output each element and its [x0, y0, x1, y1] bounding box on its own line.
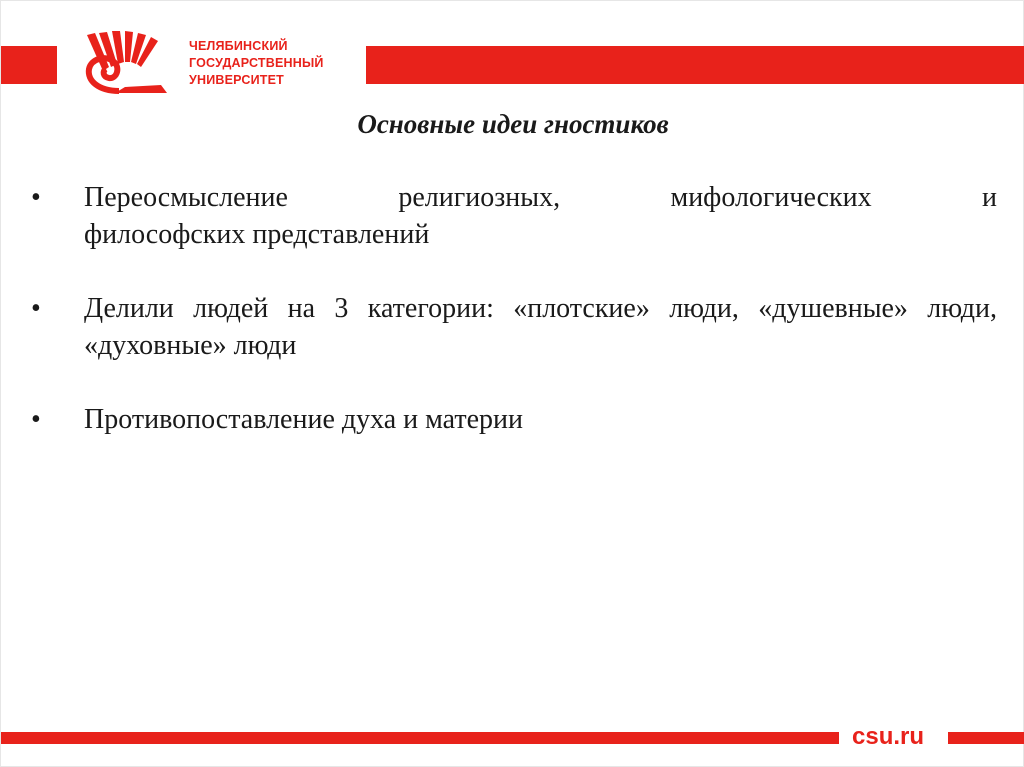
- bullet-icon: •: [31, 293, 41, 324]
- bullet-word: мифологических: [670, 182, 872, 213]
- bullet-text: Противопоставление духа и материи: [84, 404, 524, 435]
- slide-title: Основные идеи гностиков: [357, 109, 669, 139]
- header-red-bar-left: [1, 46, 57, 84]
- bullet-word: и: [982, 182, 997, 213]
- bullet-text: [84, 179, 997, 253]
- footer-red-bar-left: [1, 732, 839, 744]
- bullet-text-line: [84, 179, 997, 216]
- university-name-line: УНИВЕРСИТЕТ: [189, 73, 284, 87]
- bullet-word: религиозных,: [398, 182, 561, 213]
- bullet-icon: •: [31, 182, 41, 213]
- university-name: [189, 38, 324, 89]
- bullet-icon: •: [31, 404, 41, 435]
- bullet-item: [31, 401, 997, 438]
- university-name-line: ГОСУДАРСТВЕННЫЙ: [189, 56, 324, 70]
- bullet-item: [31, 179, 997, 253]
- bullet-item: [31, 290, 997, 364]
- bullet-text: Делили людей на 3 категории: «плотские» люди, «душевные» люди, «духовные» люди: [84, 293, 997, 361]
- bullet-word: Переосмысление: [84, 182, 288, 213]
- university-name-line: ЧЕЛЯБИНСКИЙ: [189, 39, 288, 53]
- university-logo-icon: [79, 29, 179, 99]
- footer-site-link[interactable]: csu.ru: [852, 723, 925, 750]
- bullet-list: [31, 179, 997, 475]
- header-red-bar-right: [366, 46, 1024, 84]
- bullet-text-line: философских представлений: [84, 219, 430, 250]
- footer-red-bar-right: [948, 732, 1024, 744]
